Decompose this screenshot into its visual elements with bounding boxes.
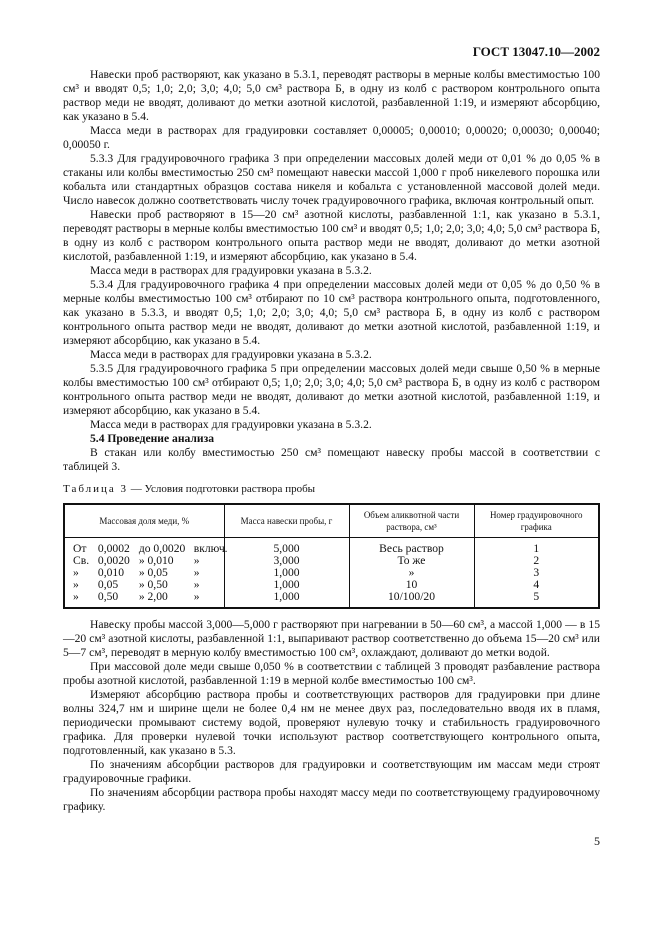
document-header: ГОСТ 13047.10—2002 xyxy=(472,44,600,59)
range-part: Св. xyxy=(73,554,90,567)
paragraph: В стакан или колбу вместимостью 250 см³ помещают навеску пробы массой в соответствии с таблицей 3. xyxy=(63,446,600,473)
cell-sample-mass: 1,000 xyxy=(224,579,349,591)
paragraph: Измеряют абсорбцию раствора пробы и соответствующих растворов для градуировки при длине волны 324,7 нм и ширине щели не более 0,4 нм не менее двух раз, последовательно вводя их в пламя, периодически промывают систему водой, проверяют нулевую точку и стабильность градуировочного графика. Для проверки нулевой точки используют раствор соответствующего контрольного опыта, подготовленный, как указано в 5.3. xyxy=(63,688,600,757)
cell-graph-number: 4 xyxy=(474,579,599,591)
table-caption xyxy=(63,482,600,496)
range-part: » 0,010 xyxy=(138,554,174,567)
section-heading: 5.4 Проведение анализа xyxy=(90,432,215,445)
body-text-top xyxy=(63,68,600,474)
table-row xyxy=(64,591,599,608)
paragraph: Навеску пробы массой 3,000—5,000 г растворяют при нагревании в 50—60 см³, а массой 1,000 — в 15—20 см³ азотной кислоты, разбавленной 1:1, выпаривают раствор соответственно до объема 15—20 см³ или 5—7 см³, переводят в мерную колбу вместимостью 100 см³, охлаждают, доливают до метки водой. xyxy=(63,618,600,659)
conditions-table xyxy=(63,503,600,609)
range-part: » xyxy=(193,566,200,579)
paragraph: 5.3.5 Для градуировочного графика 5 при определении массовых долей меди свыше 0,50 % в мерные колбы вместимостью 100 см³ отбирают 0,5; 1,0; 2,0; 3,0; 4,0; 5,0 см³ раствора Б, в одну из колб с раствором контрольного опыта раствор меди не вводят, доливают до метки азотной кислотой, разбавленной 1:19, и измеряют абсорбцию, как указано в 5.4. xyxy=(63,362,600,417)
cell-sample-mass: 5,000 xyxy=(224,538,349,556)
range-part: » xyxy=(193,590,200,603)
paragraph: Навески проб растворяют в 15—20 см³ азотной кислоты, разбавленной 1:1, как указано в 5.3.1, переводят растворы в мерные колбы вместимостью 100 см³ и вводят 0,5; 1,0; 2,0; 3,0; 4,0; 5,0 см³ раствора Б, в одну из колб с раствором контрольного опыта раствор меди не вводят, доливают до метки азотной кислотой, разбавленной 1:19, и измеряют абсорбцию, как указано в 5.4. xyxy=(63,208,600,263)
table-caption-text: — Условия подготовки раствора пробы xyxy=(128,483,316,495)
range-part: 0,010 xyxy=(97,566,124,579)
column-header: Масса навески пробы, г xyxy=(224,504,349,538)
range-part: » xyxy=(193,578,200,591)
range-part: » xyxy=(73,566,79,579)
cell-aliquot-volume: 10 xyxy=(349,579,474,591)
range-part: 0,05 xyxy=(97,578,119,591)
paragraph: Масса меди в растворах для градуировки указана в 5.3.2. xyxy=(90,264,372,277)
range-part: 0,0020 xyxy=(97,554,130,567)
range-part: включ. xyxy=(193,542,228,555)
paragraph: 5.3.4 Для градуировочного графика 4 при определении массовых долей меди от 0,05 % до 0,50 % в мерные колбы вместимостью 100 см³ отбирают по 10 см³ раствора контрольного опыта, подготовленного, как указано в 5.3.3, и вводят 0,5; 1,0; 2,0; 3,0; 4,0; 5,0 см³ раствора Б, в одну из колб с раствором контрольного опыта раствор меди не вводят, доливают до метки азотной кислотой, разбавленной 1:19, и измеряют абсорбцию, как указано в 5.4. xyxy=(63,278,600,347)
cell-aliquot-volume: То же xyxy=(349,555,474,567)
body-text-bottom xyxy=(63,618,600,814)
column-header: Массовая доля меди, % xyxy=(64,504,224,538)
cell-aliquot-volume: Весь раствор xyxy=(349,538,474,556)
paragraph: 5.3.3 Для градуировочного графика 3 при определении массовых долей меди от 0,01 % до 0,05 % в стаканы или колбы вместимостью 250 см³ помещают навески массой 1,000 г проб никелевого порошка или кобальта или стандартных образцов состава никеля и кобальта с установленной массовой долей меди. Число навесок должно соответствовать числу точек градуировочного графика, включая контрольный опыт. xyxy=(63,152,600,207)
cell-sample-mass: 3,000 xyxy=(224,555,349,567)
cell-sample-mass: 1,000 xyxy=(224,567,349,579)
table-row xyxy=(64,538,599,556)
paragraph: Масса меди в растворах для градуировки указана в 5.3.2. xyxy=(90,418,372,431)
range-part: » xyxy=(73,578,79,591)
column-header: Номер градуировочного графика xyxy=(474,504,599,538)
range-part: до 0,0020 xyxy=(138,542,186,555)
page-number: 5 xyxy=(594,834,600,848)
range-part: » xyxy=(193,554,200,567)
paragraph: Масса меди в растворах для градуировки составляет 0,00005; 0,00010; 0,00020; 0,00030; 0,00040; 0,00050 г. xyxy=(63,124,600,151)
range-part: От xyxy=(73,542,87,555)
range-part: 0,0002 xyxy=(97,542,130,555)
cell-aliquot-volume: 10/100/20 xyxy=(349,591,474,608)
cell-graph-number: 3 xyxy=(474,567,599,579)
cell-copper-fraction xyxy=(64,538,228,556)
cell-aliquot-volume: » xyxy=(349,567,474,579)
range-part: 0,50 xyxy=(97,590,119,603)
paragraph: Масса меди в растворах для градуировки указана в 5.3.2. xyxy=(90,348,372,361)
cell-copper-fraction xyxy=(64,591,224,608)
cell-sample-mass: 1,000 xyxy=(224,591,349,608)
range-part: » 0,05 xyxy=(138,566,168,579)
table-header-row xyxy=(64,504,599,538)
paragraph: По значениям абсорбции растворов для градуировки и соответствующим им массам меди строят градуировочные графики. xyxy=(63,758,600,785)
cell-graph-number: 5 xyxy=(474,591,599,608)
range-part: » 0,50 xyxy=(138,578,168,591)
cell-graph-number: 1 xyxy=(474,538,599,556)
range-part: » xyxy=(73,590,79,603)
paragraph: По значениям абсорбции раствора пробы находят массу меди по соответствующему градуировочному графику. xyxy=(63,786,600,813)
range-part: » 2,00 xyxy=(138,590,168,603)
column-header: Объем аликвотной части раствора, см³ xyxy=(349,504,474,538)
paragraph: Навески проб растворяют, как указано в 5.3.1, переводят растворы в мерные колбы вместимостью 100 см³ и вводят 0,5; 1,0; 2,0; 3,0; 4,0; 5,0 см³ раствора Б, в одну из колб с раствором контрольного опыта раствор меди не вводят, доливают до метки азотной кислотой, разбавленной 1:19, и измеряют абсорбцию, как указано в 5.4. xyxy=(63,68,600,123)
paragraph: При массовой доле меди свыше 0,050 % в соответствии с таблицей 3 проводят разбавление раствора пробы азотной кислотой, разбавленной 1:19 в мерной колбе вместимостью 100 см³. xyxy=(63,660,600,687)
table-caption-label: Таблица 3 xyxy=(63,483,129,495)
cell-graph-number: 2 xyxy=(474,555,599,567)
